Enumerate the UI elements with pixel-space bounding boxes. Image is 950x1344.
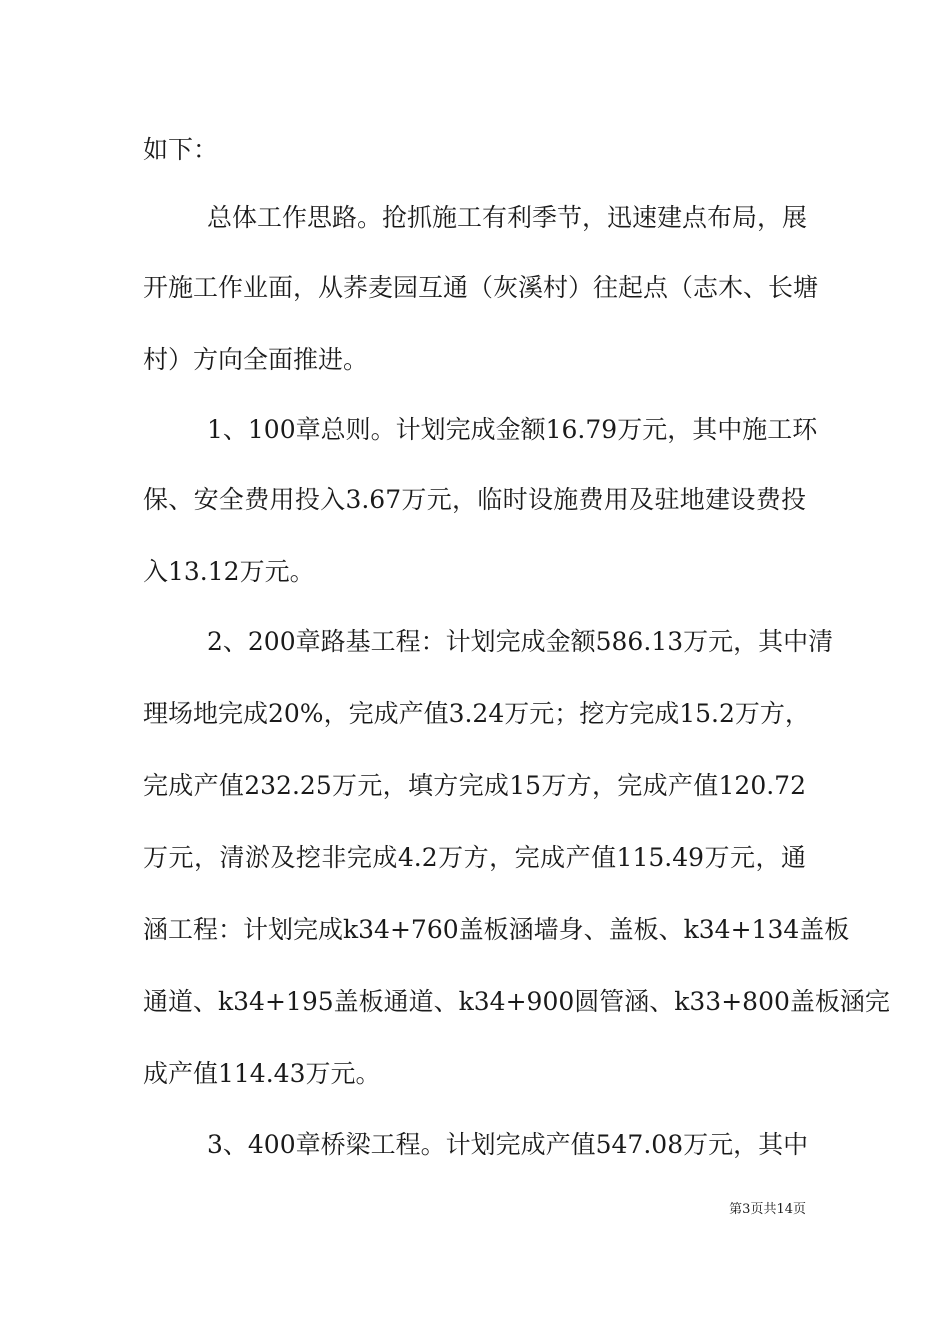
text-line-content: 涵工程：计划完成k34+760盖板涵墙身、盖板、k34+134盖板: [143, 915, 850, 944]
paragraph-start: [0, 410, 950, 450]
text-line: [0, 480, 950, 520]
text-line: [0, 694, 950, 734]
text-line-content: 成产值114.43万元。: [143, 1059, 381, 1088]
text-line-content: 开施工作业面，从荞麦园互通（灰溪村）往起点（志木、长塘: [143, 273, 819, 302]
text-line-content: 入13.12万元。: [143, 557, 315, 586]
text-line-content: 总体工作思路。抢抓施工有利季节，迅速建点布局，展: [207, 203, 808, 232]
paragraph-start: [0, 1125, 950, 1165]
text-line-content: 1、100章总则。计划完成金额16.79万元，其中施工环: [207, 415, 818, 444]
text-line: [0, 552, 950, 592]
text-line: [0, 766, 950, 806]
text-line: [0, 982, 950, 1022]
paragraph-start: [0, 622, 950, 662]
text-line: [0, 1054, 950, 1094]
text-line-content: 理场地完成20%，完成产值3.24万元；挖方完成15.2万方，: [143, 699, 810, 728]
text-line-content: 保、安全费用投入3.67万元，临时设施费用及驻地建设费投: [143, 485, 806, 514]
text-line: [0, 340, 950, 380]
text-line: [0, 910, 950, 950]
text-line-content: 万元，清淤及挖非完成4.2万方，完成产值115.49万元，通: [143, 843, 806, 872]
text-line-content: 3、400章桥梁工程。计划完成产值547.08万元，其中: [207, 1130, 809, 1159]
page-number-footer: 第3页共14页: [729, 1202, 806, 1217]
text-line: [0, 130, 950, 170]
text-line-content: 村）方向全面推进。: [143, 345, 369, 374]
text-line-content: 完成产值232.25万元，填方完成15万方，完成产值120.72: [143, 771, 806, 800]
text-line-content: 如下：: [143, 135, 219, 164]
text-line: [0, 268, 950, 308]
text-line-content: 2、200章路基工程：计划完成金额586.13万元，其中清: [207, 627, 834, 656]
text-line-content: 通道、k34+195盖板通道、k34+900圆管涵、k33+800盖板涵完: [143, 987, 890, 1016]
paragraph-start: [0, 198, 950, 238]
text-line: [0, 838, 950, 878]
